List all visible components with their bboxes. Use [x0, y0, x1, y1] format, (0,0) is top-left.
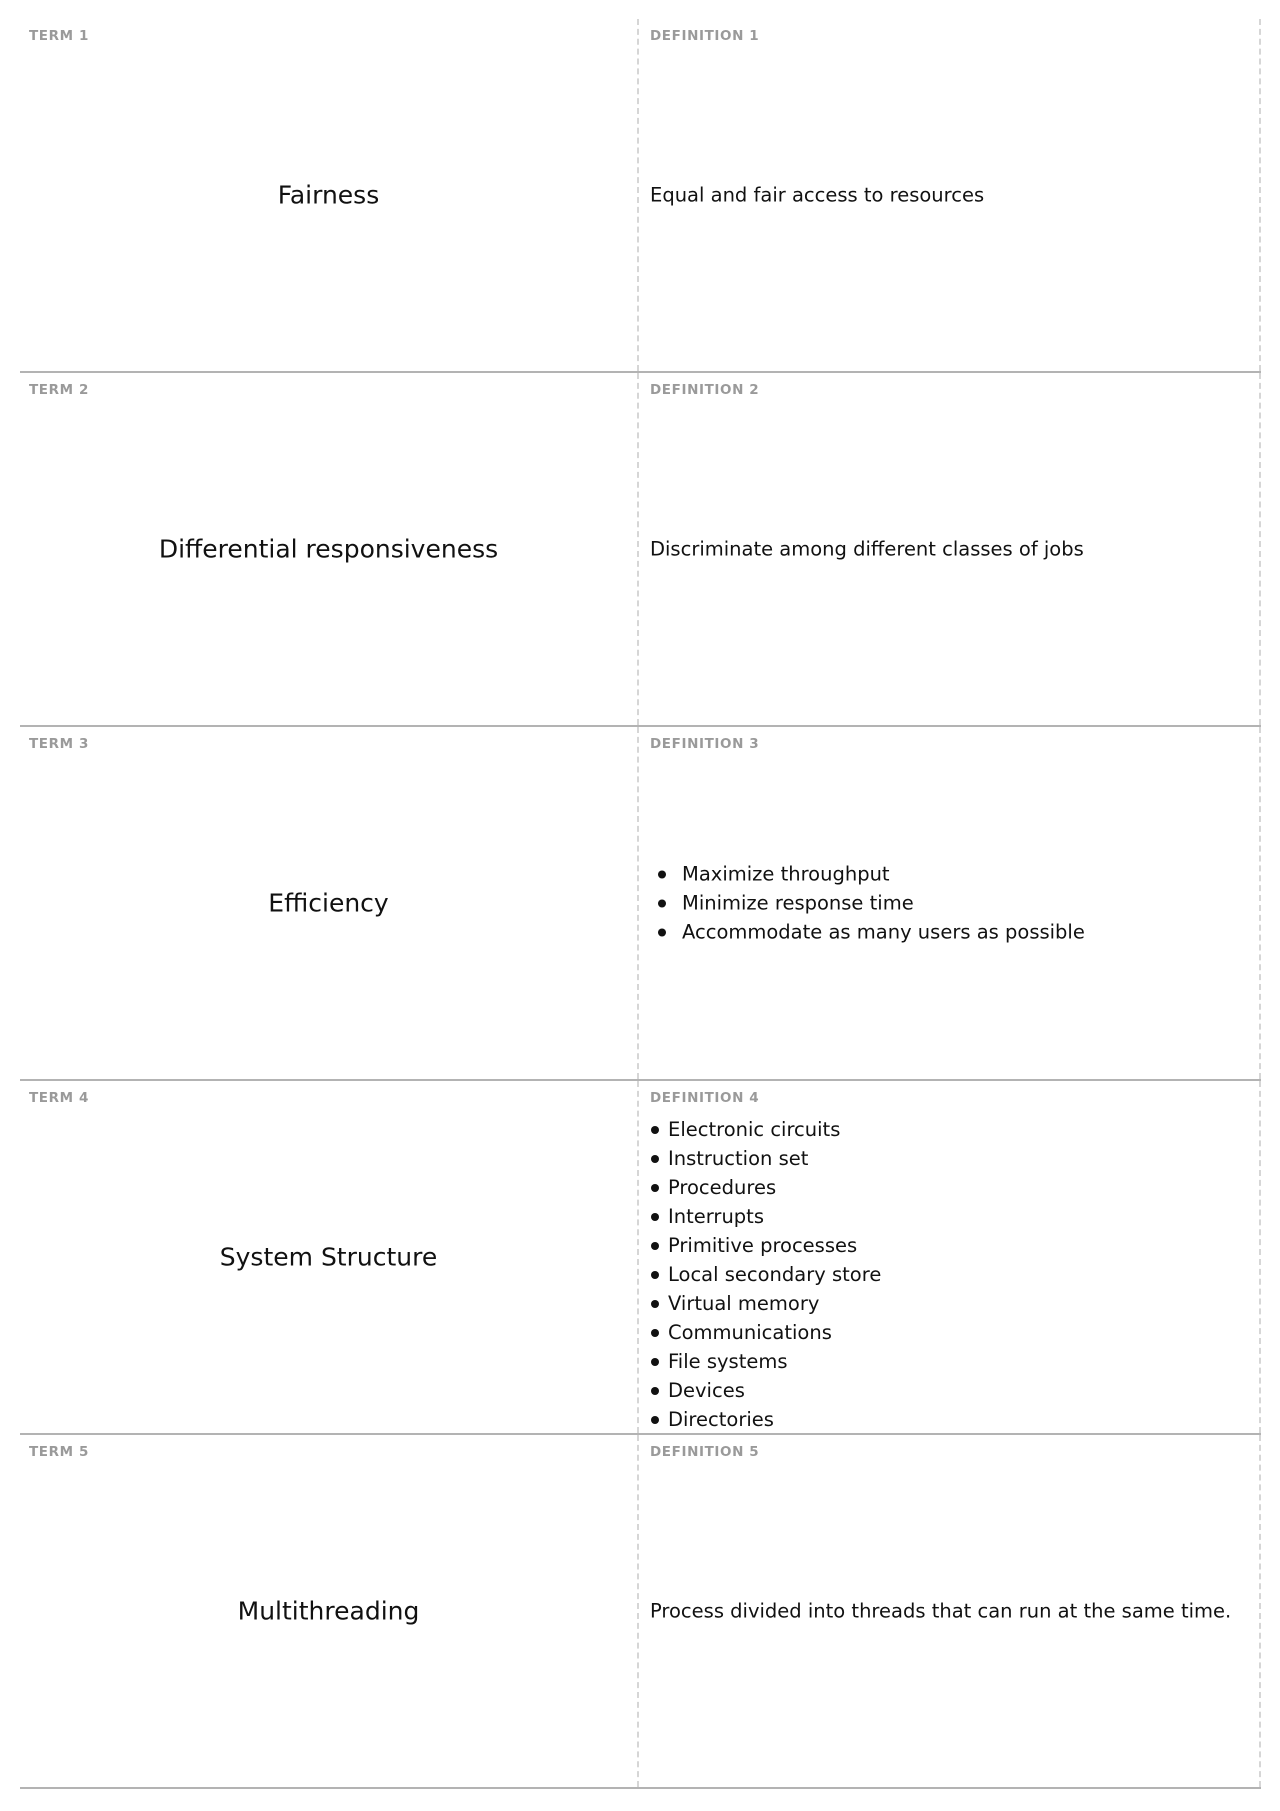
term-text: Differential responsiveness — [158, 534, 499, 564]
term-text: System Structure — [219, 1242, 438, 1272]
definition-cell — [641, 727, 1261, 1079]
term-cell — [20, 1435, 639, 1787]
term-text: Efficiency — [268, 888, 389, 918]
definition-label: DEFINITION 2 — [650, 382, 760, 398]
flashcard — [20, 1081, 1261, 1435]
term-text: Multithreading — [237, 1596, 420, 1626]
definition-text: Equal and fair access to resources — [650, 183, 985, 207]
flashcard — [20, 19, 1261, 373]
term-label: TERM 3 — [29, 736, 89, 752]
list-item: Virtual memory — [650, 1289, 1249, 1318]
list-item: Devices — [650, 1376, 1249, 1405]
flashcard — [20, 373, 1261, 727]
list-item: File systems — [650, 1347, 1249, 1376]
flashcard — [20, 1435, 1261, 1789]
list-item: Local secondary store — [650, 1260, 1249, 1289]
list-item: Accommodate as many users as possible — [650, 918, 1249, 947]
term-cell — [20, 727, 639, 1079]
list-item: Maximize throughput — [650, 860, 1249, 889]
definition-label: DEFINITION 5 — [650, 1444, 760, 1460]
list-item: Communications — [650, 1318, 1249, 1347]
definition-cell — [641, 373, 1261, 725]
definition-cell — [641, 1081, 1261, 1433]
definition-cell — [641, 1435, 1261, 1787]
term-label: TERM 4 — [29, 1090, 89, 1106]
term-label: TERM 1 — [29, 28, 89, 44]
list-item: Interrupts — [650, 1202, 1249, 1231]
definition-list — [650, 1115, 1249, 1434]
term-label: TERM 5 — [29, 1444, 89, 1460]
list-item: Instruction set — [650, 1144, 1249, 1173]
flashcard-sheet — [20, 19, 1261, 1789]
flashcard — [20, 727, 1261, 1081]
definition-label: DEFINITION 4 — [650, 1090, 760, 1106]
term-cell — [20, 1081, 639, 1433]
term-text: Fairness — [277, 180, 380, 210]
term-cell — [20, 19, 639, 371]
definition-text: Process divided into threads that can run at the same time. — [650, 1599, 1232, 1623]
definition-list — [650, 860, 1249, 947]
definition-label: DEFINITION 1 — [650, 28, 760, 44]
list-item: Electronic circuits — [650, 1115, 1249, 1144]
list-item: Primitive processes — [650, 1231, 1249, 1260]
list-item: Directories — [650, 1405, 1249, 1434]
list-item: Minimize response time — [650, 889, 1249, 918]
list-item: Procedures — [650, 1173, 1249, 1202]
term-cell — [20, 373, 639, 725]
term-label: TERM 2 — [29, 382, 89, 398]
definition-text: Discriminate among different classes of jobs — [650, 537, 1084, 561]
definition-label: DEFINITION 3 — [650, 736, 760, 752]
definition-cell — [641, 19, 1261, 371]
